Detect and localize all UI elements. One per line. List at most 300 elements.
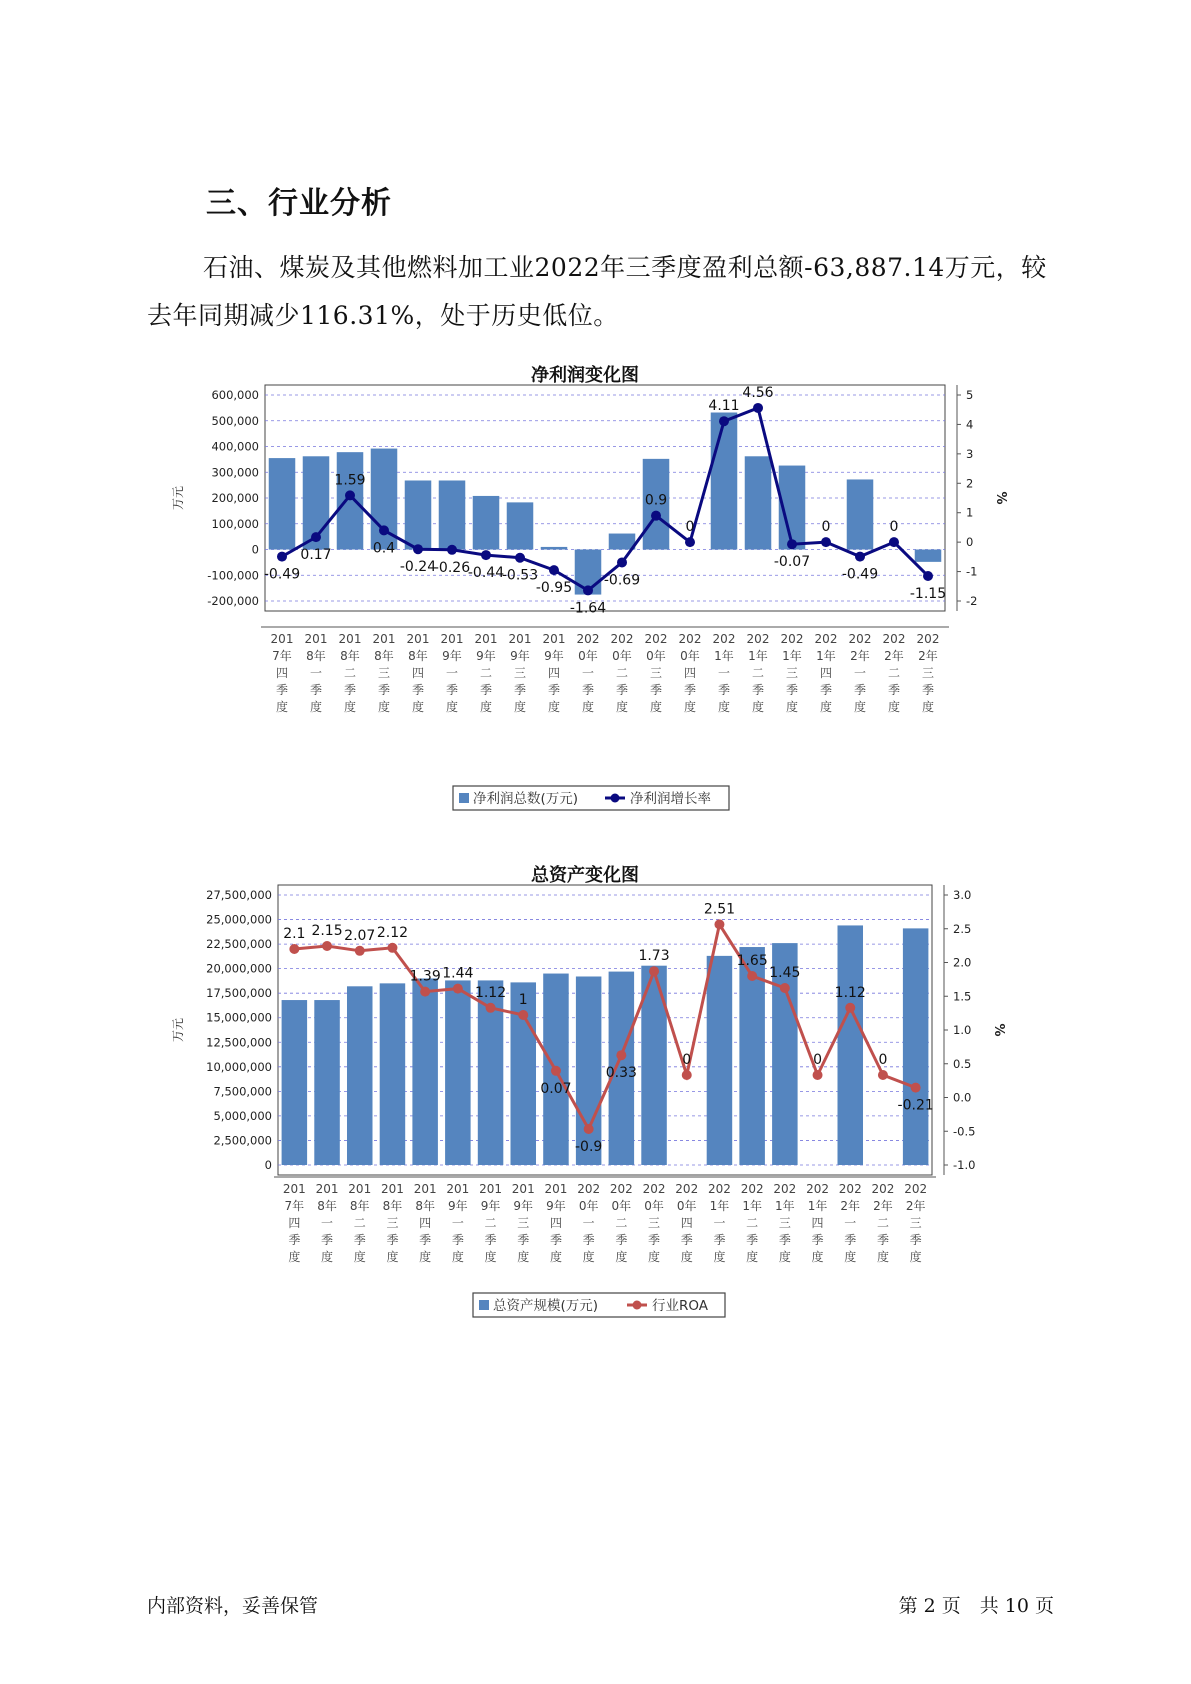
- line-point: [584, 1124, 594, 1134]
- y-left-tick-label: -200,000: [207, 594, 259, 608]
- x-tick-label: 8年: [374, 649, 394, 663]
- x-tick-label: 9年: [510, 649, 530, 663]
- x-tick-label: 四: [680, 1216, 693, 1230]
- x-tick-label: 202: [746, 632, 770, 646]
- x-tick-label: 三: [649, 666, 663, 680]
- line-point: [413, 544, 423, 554]
- legend-label-line: 行业ROA: [652, 1298, 709, 1314]
- bar: [507, 502, 534, 549]
- x-tick-label: 二: [353, 1216, 366, 1230]
- x-tick-label: 9年: [442, 649, 462, 663]
- x-tick-label: 季: [451, 1233, 464, 1247]
- y-left-tick-label: 25,000,000: [206, 912, 272, 927]
- data-label: 1.12: [474, 984, 507, 1001]
- y-left-tick-label: 200,000: [211, 491, 259, 505]
- x-tick-label: 8年: [306, 649, 326, 663]
- line-point: [889, 537, 899, 547]
- x-tick-label: 度: [275, 700, 289, 714]
- footer-confidential: 内部资料，妥善保管: [147, 1595, 319, 1617]
- line-point: [387, 943, 397, 953]
- x-tick-label: 季: [746, 1233, 759, 1247]
- x-tick-label: 季: [479, 683, 493, 697]
- line-point: [911, 1083, 921, 1093]
- x-tick-label: 季: [819, 683, 833, 697]
- data-label: -0.07: [773, 554, 811, 571]
- data-label: -0.49: [263, 566, 301, 583]
- x-tick-label: 201: [282, 1182, 306, 1196]
- y-left-tick-label: 7,500,000: [213, 1084, 272, 1099]
- x-tick-label: 季: [887, 683, 901, 697]
- x-tick-label: 四: [419, 1216, 432, 1230]
- section-title: 三、行业分析: [206, 186, 392, 221]
- x-tick-label: 202: [610, 632, 634, 646]
- data-label: 1: [518, 992, 528, 1008]
- x-tick-label: 季: [517, 1233, 530, 1247]
- x-tick-label: 2年: [840, 1199, 861, 1213]
- x-tick-label: 201: [544, 1182, 568, 1196]
- y-right-tick-label: 1: [966, 505, 974, 520]
- x-tick-label: 三: [377, 666, 391, 680]
- x-tick-label: 度: [288, 1250, 301, 1264]
- line-point: [813, 1070, 823, 1080]
- x-tick-label: 季: [377, 683, 391, 697]
- line-point: [780, 983, 790, 993]
- y-right-tick-label: -0.5: [953, 1124, 976, 1139]
- data-label: -0.44: [467, 565, 505, 582]
- data-label: 1.65: [736, 953, 768, 969]
- x-tick-label: 度: [819, 700, 833, 714]
- x-tick-label: 202: [814, 632, 838, 646]
- x-tick-label: 度: [649, 700, 663, 714]
- x-tick-label: 202: [678, 632, 702, 646]
- line-point: [420, 987, 430, 997]
- y-right-tick-label: 1.0: [953, 1023, 972, 1037]
- line-point: [481, 550, 491, 560]
- x-tick-label: 9年: [476, 649, 496, 663]
- x-tick-label: 201: [479, 1182, 503, 1196]
- line-point: [845, 1003, 855, 1013]
- y-right-tick-label: 1.5: [953, 989, 972, 1004]
- x-tick-label: 9年: [544, 649, 564, 663]
- x-tick-label: 季: [683, 683, 697, 697]
- x-tick-label: 度: [547, 700, 561, 714]
- x-tick-label: 202: [675, 1182, 699, 1196]
- x-tick-label: 8年: [408, 649, 428, 663]
- x-tick-label: 1年: [742, 1199, 762, 1213]
- data-label: 0: [685, 519, 695, 536]
- x-tick-label: 季: [549, 1233, 562, 1247]
- x-tick-label: 度: [648, 1250, 661, 1264]
- line-point: [486, 1003, 496, 1013]
- net-profit-chart: [170, 355, 1008, 810]
- bar: [745, 456, 772, 549]
- x-tick-label: 2年: [918, 649, 938, 663]
- x-tick-label: 1年: [709, 1199, 730, 1213]
- x-tick-label: 四: [411, 666, 425, 680]
- data-label: -1.15: [909, 585, 947, 602]
- x-tick-label: 季: [411, 683, 425, 697]
- x-tick-label: 202: [644, 632, 668, 646]
- y-right-tick-label: 0.0: [953, 1090, 972, 1105]
- x-tick-label: 202: [740, 1182, 764, 1196]
- x-tick-label: 201: [406, 632, 430, 646]
- data-label: 0.17: [300, 547, 332, 564]
- bar: [576, 976, 602, 1165]
- y-right-tick-label: -1: [966, 564, 978, 579]
- x-tick-label: 季: [275, 683, 289, 697]
- bar: [711, 413, 738, 550]
- x-tick-label: 度: [445, 700, 459, 714]
- x-tick-label: 二: [887, 666, 901, 680]
- x-tick-label: 201: [338, 632, 362, 646]
- x-tick-label: 9年: [546, 1199, 566, 1213]
- x-tick-label: 季: [713, 1233, 726, 1247]
- data-label: 0.4: [372, 540, 396, 557]
- x-tick-label: 三: [386, 1216, 399, 1230]
- bar: [347, 986, 373, 1165]
- x-tick-label: 三: [921, 666, 935, 680]
- legend-label-line: 净利润增长率: [630, 791, 711, 807]
- x-tick-label: 一: [717, 666, 731, 680]
- data-label: 0: [682, 1052, 692, 1068]
- line-point: [549, 565, 559, 575]
- x-tick-label: 8年: [382, 1199, 403, 1213]
- x-tick-label: 度: [615, 1250, 628, 1264]
- y-left-tick-label: 0: [251, 542, 259, 557]
- x-tick-label: 0年: [611, 1199, 632, 1213]
- x-tick-label: 度: [549, 1250, 562, 1264]
- x-tick-label: 一: [321, 1216, 334, 1230]
- data-label: -0.69: [603, 572, 641, 589]
- y-left-tick-label: 12,500,000: [206, 1035, 272, 1050]
- x-tick-label: 度: [479, 700, 493, 714]
- x-tick-label: 季: [751, 683, 765, 697]
- x-tick-label: 度: [309, 700, 323, 714]
- line-point: [719, 416, 729, 426]
- x-tick-label: 201: [474, 632, 498, 646]
- x-tick-label: 201: [348, 1182, 372, 1196]
- x-tick-label: 四: [547, 666, 561, 680]
- line-point: [518, 1010, 528, 1020]
- line-point: [821, 537, 831, 547]
- x-tick-label: 度: [717, 700, 731, 714]
- x-tick-label: 201: [372, 632, 396, 646]
- line-point: [855, 552, 865, 562]
- y-right-tick-label: 5: [966, 388, 974, 402]
- x-tick-label: 度: [321, 1250, 334, 1264]
- y-right-axis-label: %: [991, 1023, 1006, 1037]
- y-left-tick-label: 27,500,000: [206, 888, 272, 902]
- x-tick-label: 季: [386, 1233, 399, 1247]
- y-right-tick-label: 3: [966, 446, 974, 461]
- x-tick-label: 度: [683, 700, 697, 714]
- x-tick-label: 度: [853, 700, 867, 714]
- x-tick-label: 0年: [578, 649, 598, 663]
- line-point: [714, 919, 724, 929]
- data-label: 4.56: [742, 384, 774, 401]
- y-left-axis-label: 万元: [171, 485, 185, 511]
- bar: [412, 978, 438, 1165]
- x-tick-label: 季: [680, 1233, 693, 1247]
- data-label: 1.45: [769, 965, 801, 981]
- legend-label-bar: 净利润总数(万元): [473, 791, 579, 807]
- y-left-axis-label: 万元: [171, 1017, 185, 1043]
- x-tick-label: 度: [746, 1250, 759, 1264]
- x-tick-label: 一: [853, 666, 867, 680]
- x-tick-label: 202: [882, 632, 906, 646]
- x-tick-label: 201: [511, 1182, 535, 1196]
- line-point: [583, 585, 593, 595]
- x-tick-label: 一: [582, 1216, 595, 1230]
- x-tick-label: 季: [484, 1233, 497, 1247]
- x-tick-label: 季: [513, 683, 527, 697]
- line-point: [685, 537, 695, 547]
- bar: [314, 1000, 340, 1165]
- data-label: -0.26: [433, 559, 471, 576]
- x-tick-label: 0年: [612, 649, 632, 663]
- y-left-tick-label: 2,500,000: [213, 1133, 272, 1148]
- x-tick-label: 0年: [680, 649, 700, 663]
- x-tick-label: 202: [707, 1182, 731, 1196]
- y-left-tick-label: -100,000: [207, 568, 259, 583]
- x-tick-label: 季: [353, 1233, 366, 1247]
- x-tick-label: 202: [848, 632, 872, 646]
- y-right-tick-label: 4: [966, 417, 974, 432]
- x-tick-label: 202: [904, 1182, 928, 1196]
- data-label: 0.33: [605, 1065, 637, 1082]
- x-tick-label: 度: [343, 700, 357, 714]
- x-tick-label: 二: [876, 1216, 889, 1230]
- x-tick-label: 度: [921, 700, 935, 714]
- x-tick-label: 1年: [748, 649, 768, 663]
- x-tick-label: 201: [508, 632, 532, 646]
- x-tick-label: 二: [343, 666, 357, 680]
- x-tick-label: 201: [315, 1182, 339, 1196]
- x-tick-label: 度: [778, 1250, 791, 1264]
- line-point: [345, 490, 355, 500]
- line-point: [649, 966, 659, 976]
- x-tick-label: 202: [712, 632, 736, 646]
- line-point: [322, 941, 332, 951]
- data-label: 1.59: [334, 472, 366, 489]
- x-tick-label: 201: [304, 632, 328, 646]
- legend-label-bar: 总资产规模(万元): [493, 1298, 599, 1314]
- line-point: [923, 571, 933, 581]
- bar: [837, 925, 863, 1165]
- chart-title: 净利润变化图: [531, 365, 639, 386]
- data-label: -0.9: [574, 1139, 603, 1155]
- x-tick-label: 0年: [646, 649, 666, 663]
- y-right-tick-label: 2.0: [953, 955, 972, 970]
- x-tick-label: 7年: [272, 649, 292, 663]
- x-tick-label: 202: [916, 632, 940, 646]
- x-tick-label: 202: [609, 1182, 633, 1196]
- bar: [380, 983, 406, 1165]
- x-tick-label: 季: [844, 1233, 857, 1247]
- x-tick-label: 季: [321, 1233, 334, 1247]
- x-tick-label: 9年: [513, 1199, 534, 1213]
- data-label: -0.21: [897, 1097, 934, 1114]
- line-point: [616, 1050, 626, 1060]
- bar: [847, 479, 874, 549]
- total-assets-chart: [170, 855, 1006, 1315]
- x-tick-label: 三: [517, 1216, 530, 1230]
- x-tick-label: 季: [909, 1233, 922, 1247]
- x-tick-label: 度: [353, 1250, 366, 1264]
- x-tick-label: 季: [343, 683, 357, 697]
- line-point: [447, 545, 457, 555]
- y-right-tick-label: 0: [966, 535, 974, 550]
- x-tick-label: 度: [484, 1250, 497, 1264]
- x-tick-label: 四: [819, 666, 833, 680]
- x-tick-label: 0年: [578, 1199, 599, 1213]
- data-label: 0: [878, 1052, 888, 1068]
- x-tick-label: 季: [288, 1233, 301, 1247]
- x-tick-label: 1年: [775, 1199, 795, 1213]
- bar: [903, 928, 929, 1165]
- x-tick-label: 8年: [415, 1199, 435, 1213]
- y-left-tick-label: 20,000,000: [206, 961, 272, 976]
- x-tick-label: 四: [288, 1216, 301, 1230]
- x-tick-label: 度: [713, 1250, 726, 1264]
- bar: [510, 982, 536, 1165]
- x-tick-label: 一: [581, 666, 595, 680]
- x-tick-label: 二: [479, 666, 493, 680]
- x-tick-label: 四: [275, 666, 289, 680]
- x-tick-label: 度: [811, 1250, 824, 1264]
- x-tick-label: 季: [785, 683, 799, 697]
- y-right-axis-label: %: [993, 491, 1008, 505]
- x-tick-label: 度: [887, 700, 901, 714]
- x-tick-label: 201: [380, 1182, 404, 1196]
- chart-title: 总资产变化图: [531, 865, 639, 886]
- x-tick-label: 度: [581, 700, 595, 714]
- x-tick-label: 季: [717, 683, 731, 697]
- x-tick-label: 四: [811, 1216, 824, 1230]
- x-tick-label: 9年: [480, 1199, 501, 1213]
- x-tick-label: 度: [909, 1250, 922, 1264]
- bar: [541, 547, 568, 550]
- line-point: [379, 525, 389, 535]
- data-label: 4.11: [708, 398, 740, 415]
- data-label: -1.64: [569, 600, 607, 617]
- body-paragraph: 石油、煤炭及其他燃料加工业2022年三季度盈利总额-63,887.14万元，较去年同期减少116.31%，处于历史低位。: [147, 253, 1047, 330]
- x-tick-label: 度: [386, 1250, 399, 1264]
- line-point: [617, 557, 627, 567]
- net-profit-chart-svg: [170, 355, 1008, 810]
- x-tick-label: 度: [751, 700, 765, 714]
- y-left-tick-label: 600,000: [211, 388, 259, 402]
- x-tick-label: 度: [844, 1250, 857, 1264]
- x-tick-label: 季: [811, 1233, 824, 1247]
- legend-swatch-point: [611, 794, 620, 803]
- bar: [473, 496, 500, 550]
- line-point: [551, 1066, 561, 1076]
- x-tick-label: 度: [419, 1250, 432, 1264]
- data-label: 1.44: [442, 965, 474, 982]
- x-tick-label: 季: [853, 683, 867, 697]
- data-label: 2.51: [703, 901, 736, 918]
- line-point: [682, 1070, 692, 1080]
- data-label: 2.1: [283, 926, 306, 942]
- data-label: -0.53: [501, 567, 539, 584]
- x-tick-label: 2年: [873, 1199, 893, 1213]
- y-left-tick-label: 17,500,000: [206, 986, 272, 1001]
- x-tick-label: 202: [577, 1182, 601, 1196]
- y-right-tick-label: 2: [966, 476, 974, 491]
- line-point: [453, 984, 463, 994]
- x-tick-label: 度: [615, 700, 629, 714]
- total-assets-chart-svg: [170, 855, 1006, 1315]
- line-point: [787, 539, 797, 549]
- x-tick-label: 三: [778, 1216, 791, 1230]
- x-tick-label: 季: [649, 683, 663, 697]
- x-tick-label: 2年: [850, 649, 870, 663]
- x-tick-label: 季: [876, 1233, 889, 1247]
- x-tick-label: 201: [446, 1182, 470, 1196]
- line-point: [311, 532, 321, 542]
- x-tick-label: 季: [445, 683, 459, 697]
- y-left-tick-label: 500,000: [211, 413, 259, 428]
- y-left-tick-label: 400,000: [211, 439, 259, 454]
- x-tick-label: 季: [582, 1233, 595, 1247]
- x-tick-label: 202: [642, 1182, 666, 1196]
- line-point: [651, 511, 661, 521]
- legend-swatch-bar: [459, 793, 469, 803]
- line-point: [289, 944, 299, 954]
- x-tick-label: 8年: [340, 649, 360, 663]
- y-right-tick-label: 0.5: [953, 1056, 972, 1071]
- x-tick-label: 度: [582, 1250, 595, 1264]
- line-point: [277, 552, 287, 562]
- y-right-tick-label: -1.0: [953, 1158, 976, 1172]
- data-label: 2.15: [311, 923, 343, 939]
- x-tick-label: 度: [411, 700, 425, 714]
- data-label: 1.12: [834, 984, 866, 1001]
- x-tick-label: 8年: [349, 1199, 370, 1213]
- x-tick-label: 202: [806, 1182, 830, 1196]
- x-tick-label: 季: [778, 1233, 791, 1247]
- x-tick-label: 季: [309, 683, 323, 697]
- x-tick-label: 季: [648, 1233, 661, 1247]
- x-tick-label: 三: [648, 1216, 661, 1230]
- x-tick-label: 2年: [905, 1199, 926, 1213]
- x-tick-label: 一: [451, 1216, 464, 1230]
- data-label: 1.39: [409, 968, 441, 985]
- x-tick-label: 202: [838, 1182, 862, 1196]
- footer-page-number: 第 2 页 共 10 页: [898, 1595, 1054, 1617]
- data-label: 2.12: [376, 924, 409, 941]
- x-tick-label: 季: [547, 683, 561, 697]
- x-tick-label: 2年: [884, 649, 904, 663]
- data-label: 2.07: [344, 927, 376, 944]
- x-tick-label: 二: [615, 1216, 628, 1230]
- x-tick-label: 季: [581, 683, 595, 697]
- y-left-tick-label: 300,000: [211, 465, 259, 480]
- x-tick-label: 202: [871, 1182, 895, 1196]
- x-tick-label: 季: [921, 683, 935, 697]
- data-label: 0: [821, 519, 831, 536]
- y-right-tick-label: 3.0: [953, 888, 972, 902]
- x-tick-label: 201: [542, 632, 566, 646]
- x-tick-label: 季: [419, 1233, 432, 1247]
- x-tick-label: 度: [377, 700, 391, 714]
- data-label: 0.9: [644, 492, 668, 509]
- x-tick-label: 9年: [448, 1199, 468, 1213]
- legend-swatch-point: [633, 1301, 642, 1310]
- x-tick-label: 度: [876, 1250, 889, 1264]
- bar: [282, 1000, 308, 1165]
